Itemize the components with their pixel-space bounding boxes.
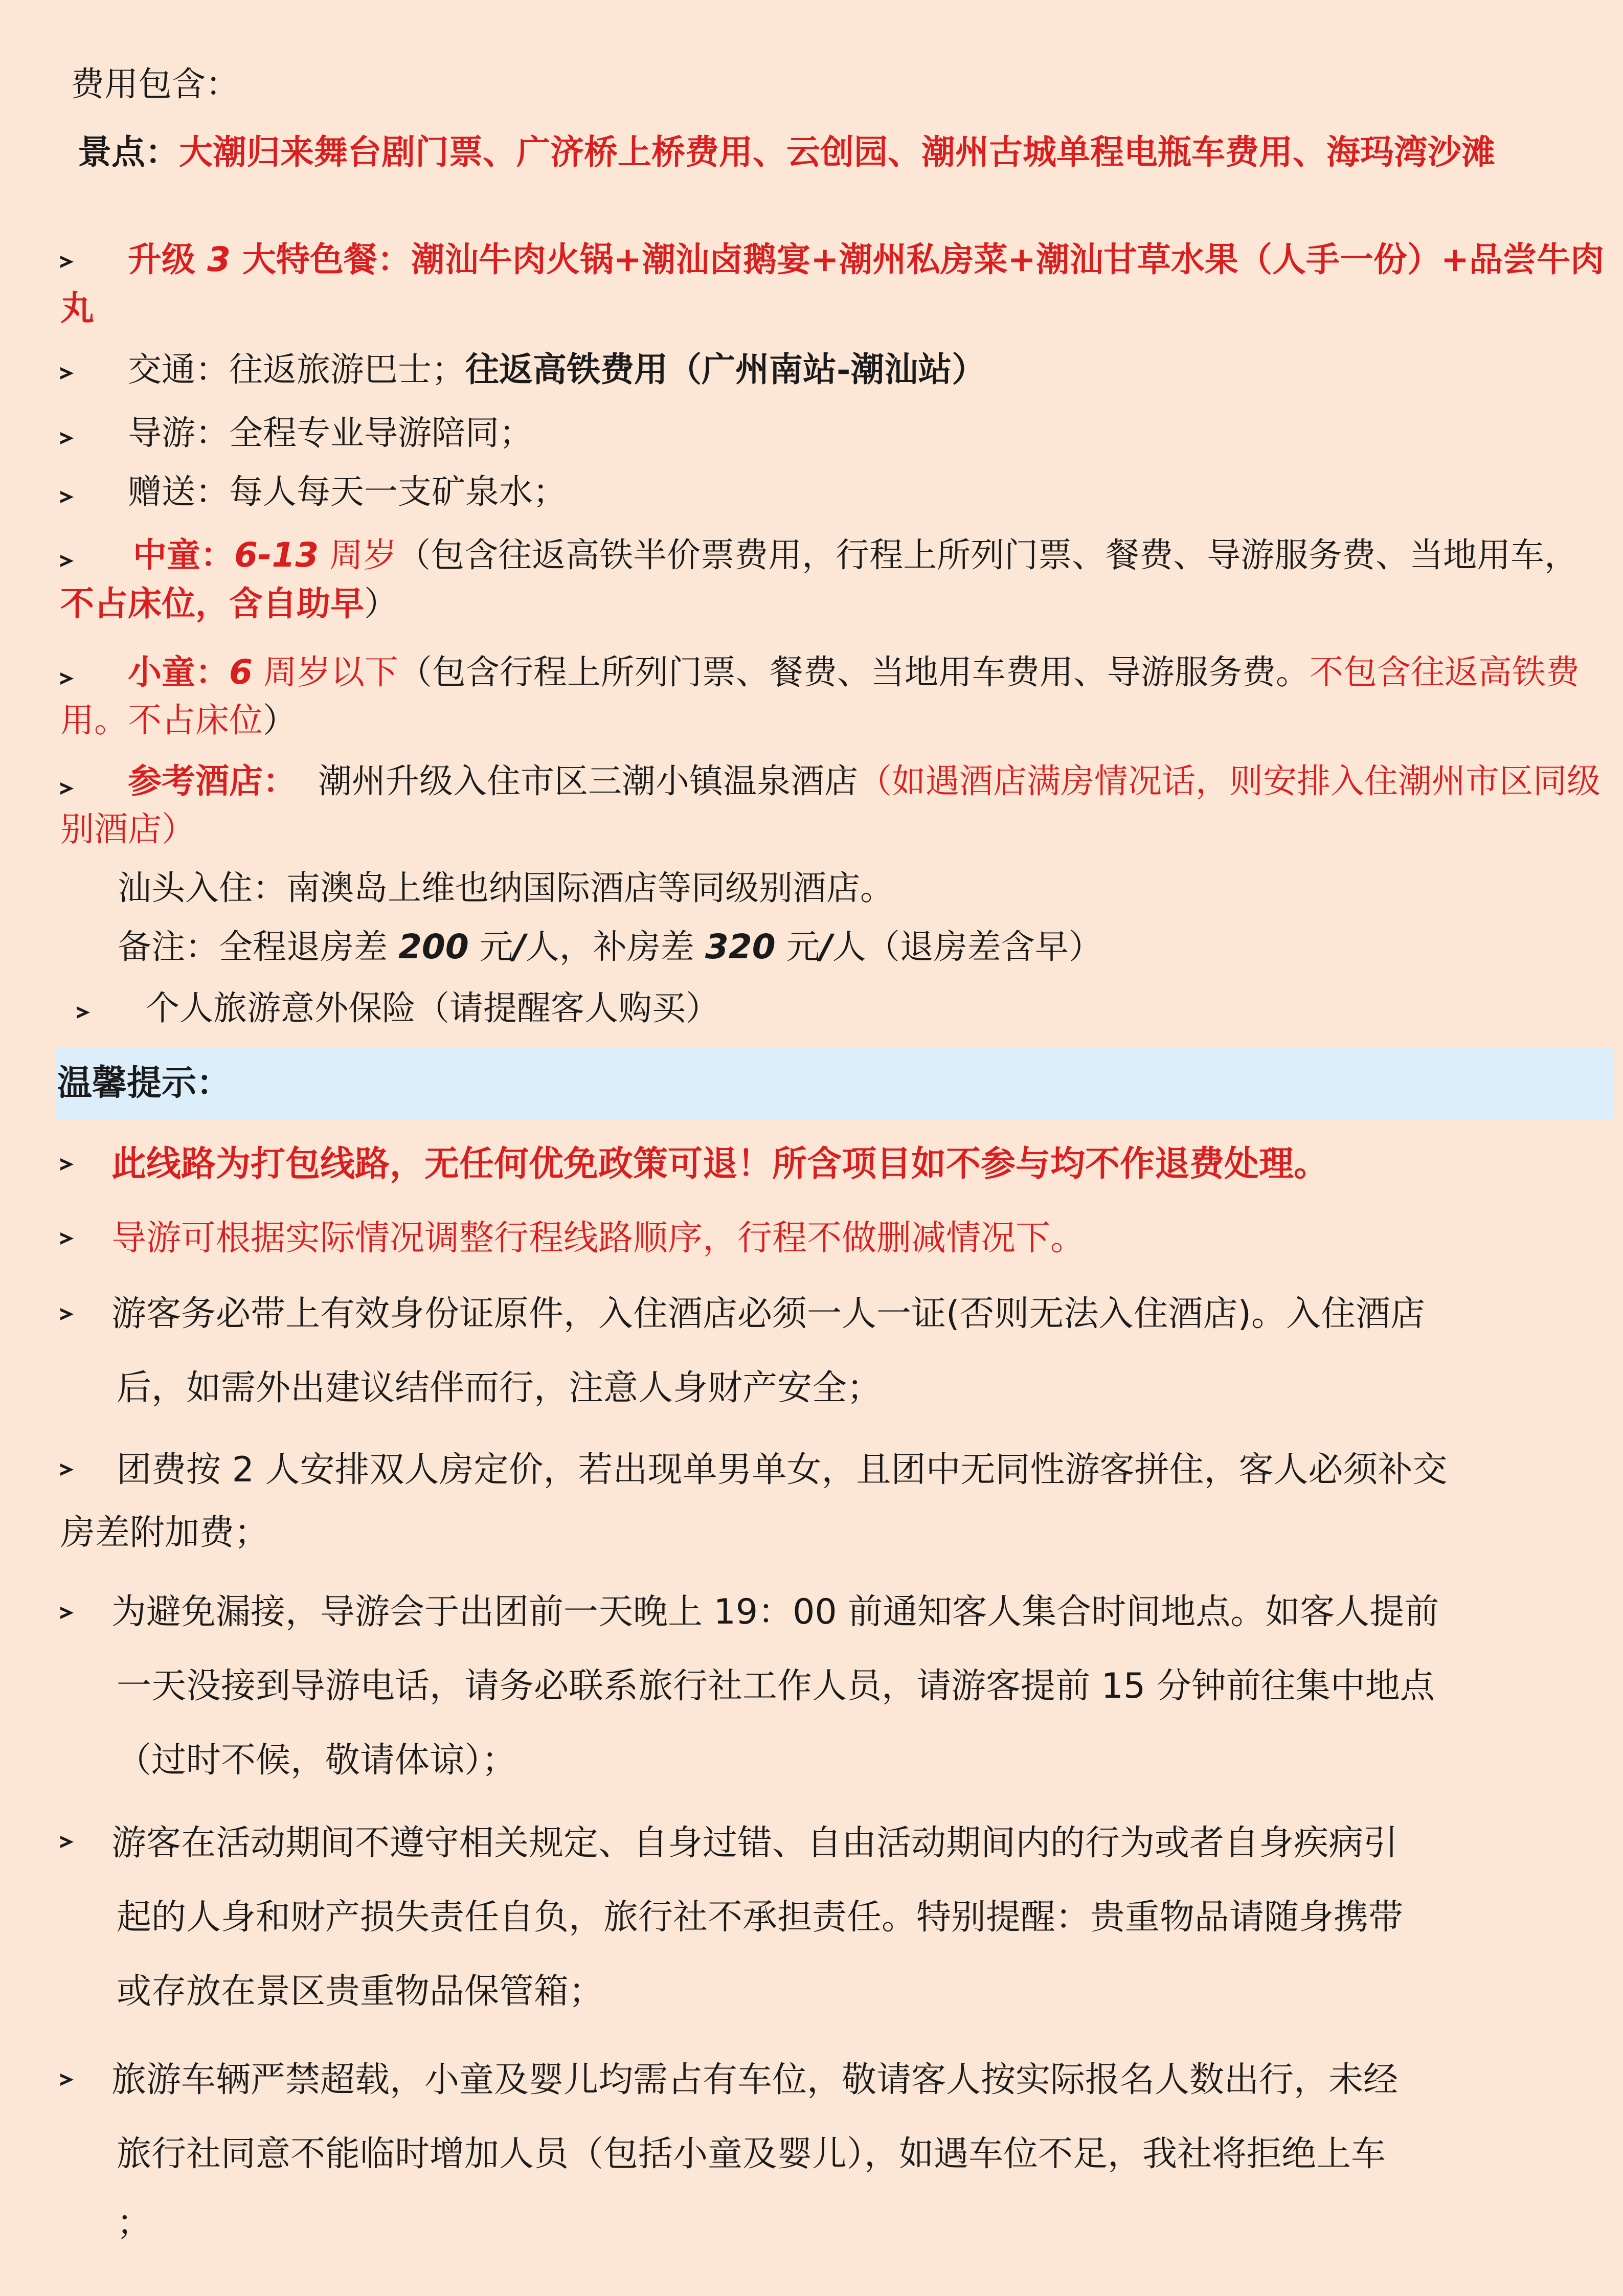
fees-child-small: 小童：6 周岁以下（包含行程上所列门票、餐费、当地用车费用、导游服务费。不包含往返高铁费用。不占床位） bbox=[60, 652, 1580, 740]
fees-meals: 升级 3 大特色餐：潮汕牛肉火锅+潮汕卤鹅宴+潮州私房菜+潮汕甘草水果（人手一份）+品尝牛肉丸 bbox=[60, 239, 1605, 328]
fees-insurance: 个人旅游意外保险（请提醒客人购买） bbox=[146, 988, 719, 1028]
bullet-arrow-icon bbox=[60, 1158, 74, 1170]
bullet-arrow-icon bbox=[60, 367, 74, 379]
tip-2: 导游可根据实际情况调整行程线路顺序，行程不做删减情况下。 bbox=[111, 1218, 1086, 1258]
fees-child-mid: 中童：6-13 周岁（包含往返高铁半价票费用，行程上所列门票、餐费、导游服务费、当地用车，不占床位，含自助早） bbox=[60, 535, 1579, 623]
tip-5-line-3: （过时不候，敬请体谅）； bbox=[117, 1740, 517, 1781]
tip-3-line-1: 游客务必带上有效身份证原件，入住酒店必须一人一证(否则无法入住酒店)。入住酒店 bbox=[111, 1294, 1426, 1334]
tip-5-line-2: 一天没接到导游电话，请务必联系旅行社工作人员，请游客提前 15 分钟前往集中地点 bbox=[117, 1666, 1435, 1706]
tip-5-line-1: 为避免漏接，导游会于出团前一天晚上 19：00 前通知客人集合时间地点。如客人提前 bbox=[111, 1592, 1439, 1632]
fees-remark: 备注：全程退房差 200 元/人，补房差 320 元/人（退房差含早） bbox=[118, 927, 1102, 966]
bullet-arrow-icon bbox=[60, 1464, 74, 1476]
fees-hotel: 参考酒店： 潮州升级入住市区三潮小镇温泉酒店（如遇酒店满房情况话，则安排入住潮州市区同级别酒店） bbox=[60, 761, 1601, 849]
fees-title: 费用包含： bbox=[71, 64, 239, 104]
fees-shantou: 汕头入住：南澳岛上维也纳国际酒店等同级别酒店。 bbox=[118, 868, 894, 908]
fees-gift: 赠送：每人每天一支矿泉水； bbox=[128, 472, 567, 511]
bullet-arrow-icon bbox=[60, 1308, 74, 1320]
tips-title: 温馨提示： bbox=[57, 1063, 232, 1104]
fees-guide: 导游：全程专业导游陪同； bbox=[128, 413, 533, 453]
tip-3-line-2: 后，如需外出建议结伴而行，注意人身财产安全； bbox=[117, 1368, 882, 1408]
tip-4-line-2: 房差附加费； bbox=[60, 1513, 269, 1553]
tip-4-line-1: 团费按 2 人安排双人房定价，若出现单男单女，且团中无同性游客拼住，客人必须补交 bbox=[117, 1450, 1448, 1490]
bullet-arrow-icon bbox=[60, 1607, 74, 1619]
bullet-arrow-icon bbox=[60, 1836, 74, 1848]
bullet-arrow-icon bbox=[60, 432, 74, 444]
tip-7-line-3: ； bbox=[117, 2203, 152, 2243]
bullet-arrow-icon bbox=[60, 2074, 74, 2086]
bullet-arrow-icon bbox=[60, 491, 74, 503]
tip-6-line-1: 游客在活动期间不遵守相关规定、自身过错、自由活动期间内的行为或者自身疾病引 bbox=[111, 1823, 1399, 1863]
fees-scenic: 景点：大潮归来舞台剧门票、广济桥上桥费用、云创园、潮州古城单程电瓶车费用、海玛湾沙滩 bbox=[78, 132, 1495, 172]
fees-transport: 交通：往返旅游巴士；往返高铁费用（广州南站-潮汕站） bbox=[128, 349, 986, 389]
tip-6-line-3: 或存放在景区贵重物品保管箱； bbox=[117, 1971, 604, 2012]
tip-7-line-1: 旅游车辆严禁超载，小童及婴儿均需占有车位，敬请客人按实际报名人数出行，未经 bbox=[111, 2060, 1399, 2100]
bullet-arrow-icon bbox=[60, 1232, 74, 1245]
tip-6-line-2: 起的人身和财产损失责任自负，旅行社不承担责任。特别提醒：贵重物品请随身携带 bbox=[117, 1897, 1404, 1938]
bullet-arrow-icon bbox=[77, 1006, 90, 1019]
tip-7-line-2: 旅行社同意不能临时增加人员（包括小童及婴儿），如遇车位不足，我社将拒绝上车 bbox=[117, 2134, 1386, 2174]
tip-1: 此线路为打包线路，无任何优免政策可退！所含项目如不参与均不作退费处理。 bbox=[111, 1144, 1329, 1184]
